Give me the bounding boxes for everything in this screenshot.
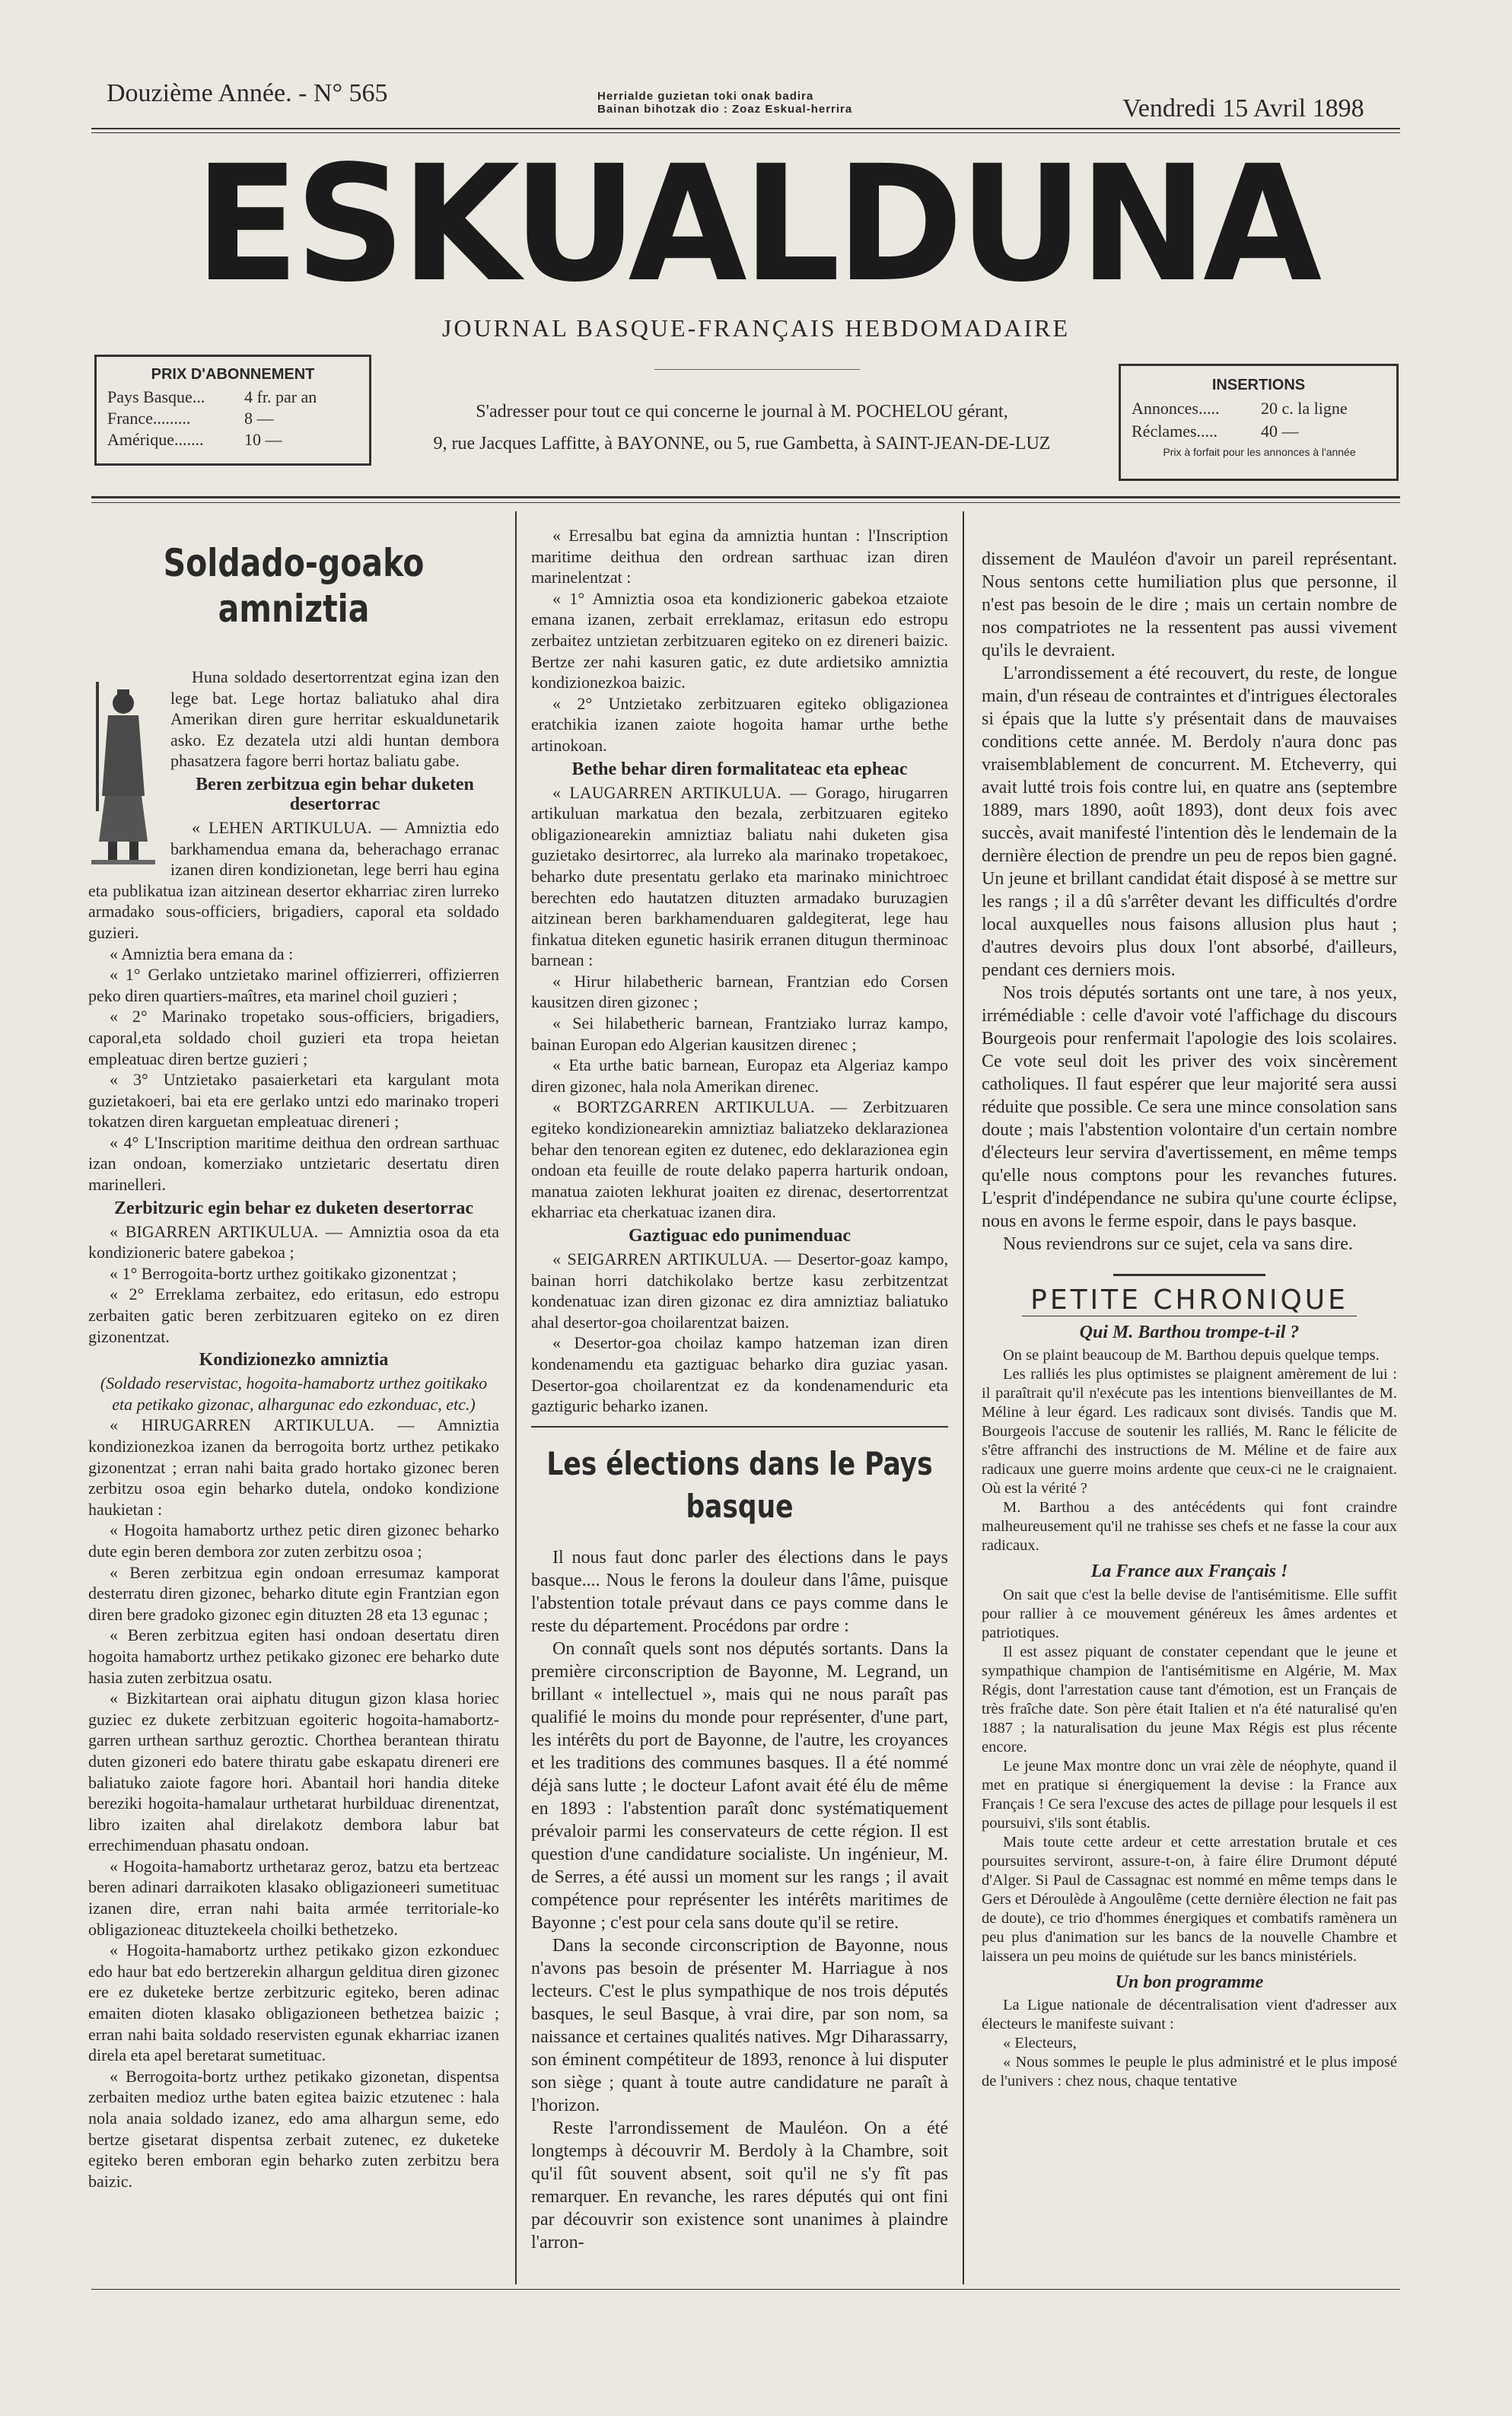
- subscription-price: 10 —: [244, 430, 282, 449]
- section-heading: Beren zerbitzua egin behar duketen desertorrac: [196, 774, 474, 814]
- paragraph: « 4° L'Inscription maritime deithua den ordrean sarthuac izan ondoan, komerziako untzietaric desertatu diren marinelleri.: [88, 1132, 499, 1195]
- subscription-row: [107, 429, 361, 450]
- article-divider: [1113, 1274, 1265, 1276]
- insertion-label: Annonces.....: [1132, 399, 1220, 418]
- column-rule: [515, 511, 517, 2284]
- insertion-row: [1132, 397, 1387, 420]
- motto: [597, 90, 852, 116]
- motto-line-2: Bainan bihotzak dio : Zoaz Eskual-herrira: [597, 103, 853, 116]
- insertions-box: [1119, 364, 1399, 481]
- paragraph: « Desertor-goa choilaz kampo hatzeman izan diren kondenamendu eta gaztiguac beharko dira guziac yasan. Desertor-goa choilarentzat ez da kondenamenduric eta gaztiguric beharko izanen.: [531, 1333, 948, 1416]
- chronique-heading: La France aux Français !: [1090, 1561, 1288, 1582]
- paragraph: La Ligue nationale de décentralisation vient d'adresser aux électeurs le manifeste suivant :: [982, 1997, 1397, 2033]
- insertion-label: Réclames.....: [1132, 422, 1218, 441]
- column-3: [982, 548, 1397, 2283]
- insertions-note: Prix à forfait pour les annonces à l'année: [1163, 446, 1356, 458]
- chronique-body: [982, 1996, 1397, 2091]
- paragraph: « Electeurs,: [1003, 2035, 1077, 2052]
- paragraph: « 2° Erreklama zerbaitez, edo eritasun, edo estropu zerbaiten gatic beren zerbitzuaren egiteko on ez diren gizonentzat.: [88, 1284, 499, 1346]
- paragraph: « Nous sommes le peuple le plus administré et le plus imposé de l'univers : chez nous, chaque tentative: [982, 2054, 1397, 2090]
- issue-date: Vendredi 15 Avril 1898: [1122, 94, 1364, 123]
- article-title: Soldado-goako amniztia: [163, 541, 425, 631]
- section-heading: Bethe behar diren formalitateac eta epheac: [571, 759, 908, 779]
- chronique-heading: Qui M. Barthou trompe-t-il ?: [1079, 1322, 1300, 1342]
- insertions-title: INSERTIONS: [1211, 377, 1306, 393]
- chronique-title: PETITE CHRONIQUE: [1030, 1284, 1348, 1316]
- paragraph: Reste l'arrondissement de Mauléon. On a été longtemps à découvrir M. Berdoly à la Chambre, soit qu'il fût souvent absent, soit qu'il ne s'y fît pas remarquer. En revanche, les rares députés qui ont fini par découvrir son existence sont unanimes à plaindre l'arron-: [531, 2118, 948, 2252]
- subtitle-divider: [654, 369, 860, 370]
- paragraph: « Hogoita-hamabortz urthez petikako gizon ezkonduec edo haur bat edo bertzerekin alhargun gelditua diren gizonec ere ez duketeke bertze zerbitzuric egiteko, beren adinac emaiten dioten klasako obligazioneen bethetzea baizic ; erran nahi baita soldado reservisten egunak ekharriac izanen direla eta apel beretarat sumetituac.: [88, 1940, 499, 2065]
- paragraph: « 2° Untzietako zerbitzuaren egiteko obligazionea eratchikia izanen zaiote hogoita hamar urthe bethe artinokoan.: [531, 693, 948, 755]
- paragraph: « BORTZGARREN ARTIKULUA. — Zerbitzuaren egiteko kondizionearekin amniztiaz baliatzeko deklarazionea behar den tenorean egiten ez dutenec, edo deklarazionea egin ondoan eta feuille de route delako paperra harturik ondoan, manatua zaioten lekhurat joaiten ez direnac, desertorrentzat ekharriac eta cherkatuac izanen dira.: [531, 1097, 948, 1222]
- soldier-illustration: [88, 667, 158, 872]
- paragraph: « 3° Untzietako pasaierketari eta kargulant mota guzietakoeri, bai eta ere gerlako untzi edo marinako troperi tokatzen diren karguetan empleatuac direneri ;: [88, 1070, 499, 1132]
- paragraph: « LAUGARREN ARTIKULUA. — Gorago, hirugarren artikuluan markatua den bezala, zerbitzuaren egiteko obligazionearekin amniztiaz baliatu nahi duketen gisa guzietako desirtorrec, ala lurreko ala marinako tropetakoec, beharko dute presentatu gerlako eta marinako minichtroec berechten edo hautatzen dituzten armadako buruzagien aitzinean beren barkhamenduaren galdegiterat, lege hau finkatua diteken egunetic hasirik erranen ditugun therminoac barnean :: [531, 782, 948, 970]
- paragraph: « Hogoita hamabortz urthez petic diren gizonec beharko dute egin beren dembora zor zuten zerbitzu osoa ;: [88, 1520, 499, 1561]
- insertion-price: 20 c. la ligne: [1261, 399, 1348, 418]
- paragraph: « SEIGARREN ARTIKULUA. — Desertor-goaz kampo, bainan horri datchikolako bertze kasu zerbitzentzat kondenatuac izan diren gizonac ez dira amniztiaz baliatuko ahal desertor-goa choilarentzat baizen.: [531, 1249, 948, 1332]
- paragraph: Il nous faut donc parler des élections dans le pays basque.... Nous le ferons la douleur dans l'âme, puisque l'abstention totale prévaut dans ce pays comme dans le reste du département. Procédons par ordre :: [531, 1547, 948, 1636]
- paragraph: « Berrogoita-bortz urthez petikako gizonetan, dispentsa zerbaiten medioz urthe baten egitea baizic etzutenec : hala nola anaia soldado izanez, edo ama alhargun seme, edo bertze gisetarat dispentsa zerbait zutenec, ez duketeke egiteko beren emboran egin beharko zuten zerbitzu bera baizic.: [88, 2066, 499, 2191]
- masthead-bottom-rule: [91, 496, 1400, 498]
- paragraph: dissement de Mauléon d'avoir un pareil représentant. Nous sentons cette humiliation plus que personne, il n'est pas besoin de le dire ; mais un certain nombre de nos compatriotes ne la ressentent pas aussi vivement qu'ils le devraient.: [982, 549, 1397, 661]
- insertion-price: 40 —: [1261, 422, 1299, 441]
- column-2: [531, 525, 948, 2283]
- subscription-box: [94, 355, 371, 466]
- paragraph: « 1° Berrogoita-bortz urthez goitikako gizonentzat ;: [110, 1263, 457, 1283]
- masthead-subtitle: JOURNAL BASQUE-FRANÇAIS HEBDOMADAIRE: [441, 314, 1071, 342]
- paragraph: On connaît quels sont nos députés sortants. Dans la première circonscription de Bayonne, M. Legrand, un brillant « intellectuel », mais qui ne nous paraît pas qualifié le moins du monde pour représenter, d'une part, les intérêts du port de Bayonne, de l'autre, les croyances et les traditions des communes basques. Il a été nommé déjà sans lutte ; le docteur Lafont avait été élu de même en 1893 : l'abstention paraît donc systématiquement prévaloir parmi les conservateurs de cette région. Il est question d'une candidature socialiste. Un ingénieur, M. de Serres, a été aussi un moment sur les rangs ; il avait compétence pour représenter les intérêts maritimes de Bayonne ; c'est pour cela sans doute qu'il se retire.: [531, 1638, 948, 1933]
- paragraph: « Beren zerbitzua egin ondoan erresumaz kamporat desterratu diren gizonec, beharko ditute egin Frantzian egon diren bere gradoko gizonec egin dituzten 28 eta 13 egunac ;: [88, 1562, 499, 1624]
- paragraph: « Eta urthe batic barnean, Europaz eta Algeriaz kampo diren gizonec, hala nola Amerikan direnec.: [531, 1055, 948, 1096]
- paragraph: Il est assez piquant de constater cependant que le jeune et sympathique champion de l'antisémitisme en Algérie, M. Max Régis, dont l'arrestation cause tant d'émotion, est un Français de très fraîche date. Son père était Italien et n'a été naturalisé qu'en 1887 ; la naturalisation du jeune Max Régis est plus récente encore.: [982, 1643, 1397, 1755]
- article-title: Les élections dans le Pays basque: [546, 1444, 933, 1525]
- subscription-price: 8 —: [244, 409, 274, 428]
- subscription-row: [107, 408, 361, 429]
- chronique-body: [982, 1586, 1397, 1966]
- contact-line-2: 9, rue Jacques Laffitte, à BAYONNE, ou 5, rue Gambetta, à SAINT-JEAN-DE-LUZ: [433, 434, 1051, 454]
- masthead-title: ESKUALDUNA: [194, 131, 1318, 317]
- paragraph: On se plaint beaucoup de M. Barthou depuis quelque temps.: [1003, 1347, 1380, 1364]
- column-rule: [963, 511, 964, 2284]
- paragraph: « Bizkitartean orai aiphatu ditugun gizon klasa horiec guziec ez dukete zerbitzuan egoiteric hogoita-hamabortz-garren urthean sarthuz geroztic. Chorthea berantean thiratu duten gizoneri edo batere thiratu gabe eskapatu direneri ere baliatuko zaiote fagore hori. Abantail hori handia diteke bereziki hogoita-hamalaur urthetarat hurbilduac direnentzat, libro izaiten ahal direlakotz dembora labur bat errechimenduan phasatu ondoan.: [88, 1689, 499, 1855]
- chronique-body: [982, 1346, 1397, 1555]
- section-heading: Kondizionezko amniztia: [199, 1350, 389, 1370]
- paragraph: Nos trois députés sortants ont une tare, à nos yeux, irrémédiable : celle d'avoir voté l'affichage du discours Bourgeois pour renfermait l'apologie des lois scolaires. Ce vote seul doit les priver des voix sincèrement catholiques. Il faut espérer que leur majorité sera aussi réduite que possible. Ce sera une mince consolation sans doute ; mais l'abstention volontaire d'un certain nombre d'électeurs leur servira d'avertissement, en même temps qu'elle nous comptons pour les revanches futures. L'esprit d'indépendance ne subira qu'une courte éclipse, nous en avons le ferme espoir, dans le pays basque.: [982, 983, 1397, 1231]
- masthead-bottom-rule-thin: [91, 502, 1400, 503]
- paragraph: « Erresalbu bat egina da amniztia huntan : l'Inscription maritime deithua den ordrean sarthuac izan diren marinelentzat :: [531, 526, 948, 587]
- section-heading: Gaztiguac edo punimenduac: [628, 1226, 851, 1246]
- chronique-heading: Un bon programme: [1115, 1972, 1264, 1992]
- header-rule: [91, 128, 1400, 129]
- paragraph: « 2° Marinako tropetako sous-officiers, brigadiers, caporal,eta soldado choil guzieri eta tropa heietan empleatuac diren bertze guzieri ;: [88, 1007, 499, 1068]
- paragraph: « 1° Gerlako untzietako marinel offizierreri, offizierren peko diren quartiers-maîtres, eta marinel choil guzieri ;: [88, 965, 499, 1005]
- paragraph: « Hogoita-hamabortz urthetaraz geroz, batzu eta bertzeac beren adinari darraikoten klasako obligazioneeri sumetituac izanen dire, erran nahi baita armée territoriale-ko obligazioneac dituztekeela choilki bethetzeko.: [88, 1856, 499, 1939]
- page-bottom-rule: [91, 2289, 1400, 2290]
- article-intro: Huna soldado desertorrentzat egina izan den lege bat. Lege hortaz baliatuko ahal dira Amerikan diren gure herritar eskualdunetarik asko. Ez dezatela utzi aldi huntan dembora phasatzera fagore berri hortaz baliatu gabe.: [170, 667, 499, 771]
- paragraph: L'arrondissement a été recouvert, du reste, de longue main, d'un réseau de contraintes et d'intrigues électorales si épais que la lutte s'y présentait dans de mauvaises conditions cette année. M. Berdoly n'aura donc pas vraisemblablement de concurrent. M. Etcheverry, qui avait lutté trois fois contre lui, en quatre ans (septembre 1889, mars 1890, août 1893), dont deux fois avec succès, avait manifesté l'intention dès le lendemain de la dernière élection de prendre un peu de repos bien gagné. Un jeune et brillant candidat était disposé à se mettre sur les rangs ; il a dû s'arrêter devant les difficultés d'ordre local auxquelles nous faisons allusion plus haut ; d'autres devoirs plus doux l'ont absorbé, d'ailleurs, pendant ces derniers mois.: [982, 664, 1397, 980]
- paragraph: « Sei hilabetheric barnean, Frantziako lurraz kampo, bainan Europan edo Algerian kausitzen direnec ;: [531, 1014, 948, 1054]
- contact-info: [384, 396, 1100, 460]
- paragraph: « Beren zerbitzua egiten hasi ondoan desertatu diren hogoita hamabortz urthez petikako gizonec ere beharko dute hasia zuten zerbitzua osatu.: [88, 1625, 499, 1687]
- subscription-row: [107, 387, 361, 408]
- paragraph: « Amniztia bera emana da :: [110, 944, 294, 963]
- paragraph: Mais toute cette ardeur et cette arrestation brutale et ces poursuites serviront, assure-t-on, à faire élire Drumont député d'Alger. Si Paul de Cassagnac est nommé en même temps dans le Gers et Déroulède à Angoulême (cette dernière élection ne fait pas de doute), ce trio d'hommes énergiques et combatifs ramènera un peu plus d'animation sur les bancs de la nouvelle Chambre et laissera un peu moins de quiétude sur les bancs ministériels.: [982, 1833, 1397, 1965]
- subscription-price: 4 fr. par an: [244, 387, 317, 406]
- subscription-label: Pays Basque...: [107, 387, 205, 406]
- section-heading: Zerbitzuric egin behar ez duketen desertorrac: [113, 1198, 474, 1218]
- paragraph: On sait que c'est la belle devise de l'antisémitisme. Elle suffit pour rallier à ce mouvement généreux les âmes ardentes et patriotiques.: [982, 1586, 1397, 1641]
- paragraph: Le jeune Max montre donc un vrai zèle de néophyte, quand il met en pratique si énergiquement la devise : la France aux Français ! Ce sera l'excuse des actes de pillage pour lesquels il est poursuivi, s'ils sont établis.: [982, 1757, 1397, 1832]
- subscription-title: PRIX D'ABONNEMENT: [151, 366, 315, 383]
- paragraph: Dans la seconde circonscription de Bayonne, nous n'avons pas besoin de présenter M. Harriague à nos lecteurs. C'est le plus sympathique de nos trois députés basques, le seul Basque, à vrai dire, par son nom, sa naissance et certaines qualités natives. Mgr Diharassarry, son éminent compétiteur de 1893, renonce à lui disputer son siège ; quant à toute autre candidature ne paraît à l'horizon.: [531, 1935, 948, 2115]
- subscription-label: France.........: [107, 409, 191, 428]
- year-issue: Douzième Année. - N° 565: [107, 79, 388, 107]
- paragraph: Nous reviendrons sur ce sujet, cela va sans dire.: [1003, 1234, 1353, 1254]
- subscription-label: Amérique.......: [107, 430, 204, 449]
- paragraph: « Hirur hilabetheric barnean, Frantzian edo Corsen kausitzen diren gizonec ;: [531, 971, 948, 1012]
- contact-line-1: S'adresser pour tout ce qui concerne le journal à M. POCHELOU gérant,: [476, 402, 1008, 422]
- article-divider: [531, 1426, 948, 1428]
- paragraph: M. Barthou a des antécédents qui font craindre malheureusement qu'il ne trahisse ses chefs et ne fasse la cour aux radicaux.: [982, 1499, 1397, 1555]
- section-subheading: (Soldado reservistac, hogoita-hamabortz urthez goitikako eta petikako gizonac, alhargunac edo ezkonduac, etc.): [100, 1374, 488, 1414]
- paragraph: « HIRUGARREN ARTIKULUA. — Amniztia kondizionezkoa izanen da berrogoita bortz urthez petikako gizonentzat ; erran nahi baita grado hortako gizonec beren zerbitzu osoa egin beharko dutela, ondoko kondizione haukietan :: [88, 1415, 499, 1519]
- motto-line-1: Herrialde guzietan toki onak badira: [597, 90, 814, 103]
- paragraph: « LEHEN ARTIKULUA. — Amniztia edo barkhamendua emana da, beherachago erranac izanen diren kondizionetan, lege berri hau egina eta publikatua izan aitzinean desertor ekharriac ziren lurreko armadako sous-officiers, brigadiers, caporal eta soldado guzieri.: [88, 817, 499, 942]
- paragraph: Les ralliés les plus optimistes se plaignent amèrement de lui : il paraîtrait qu'il n'exécute pas les intentions bienveillantes de M. Méline à leur égard. Les radicaux sont divisés. Tandis que M. Bourgeois l'accuse de soutenir les ralliés, M. Ranc le félicite de s'être affranchi des instructions de M. Méline et de faire aux radicaux une guerre moins ardente que ceux-ci ne le craignaient. Où est la vérité ?: [982, 1366, 1397, 1498]
- paragraph: « 1° Amniztia osoa eta kondizioneric gabekoa etzaiote emana izanen, zerbait erreklamaz, eritasun edo estropu zerbaitez untzietan zerbitzuaren egiteko on ez direneri baizic. Bertze zer nahi kasuren gatic, ez dute ardietsiko amniztia kondizionezkoa baizic.: [531, 588, 948, 692]
- insertion-row: [1132, 420, 1387, 443]
- column-1: [88, 540, 499, 2283]
- paragraph: « BIGARREN ARTIKULUA. — Amniztia osoa da eta kondizioneric batere gabekoa ;: [88, 1221, 499, 1262]
